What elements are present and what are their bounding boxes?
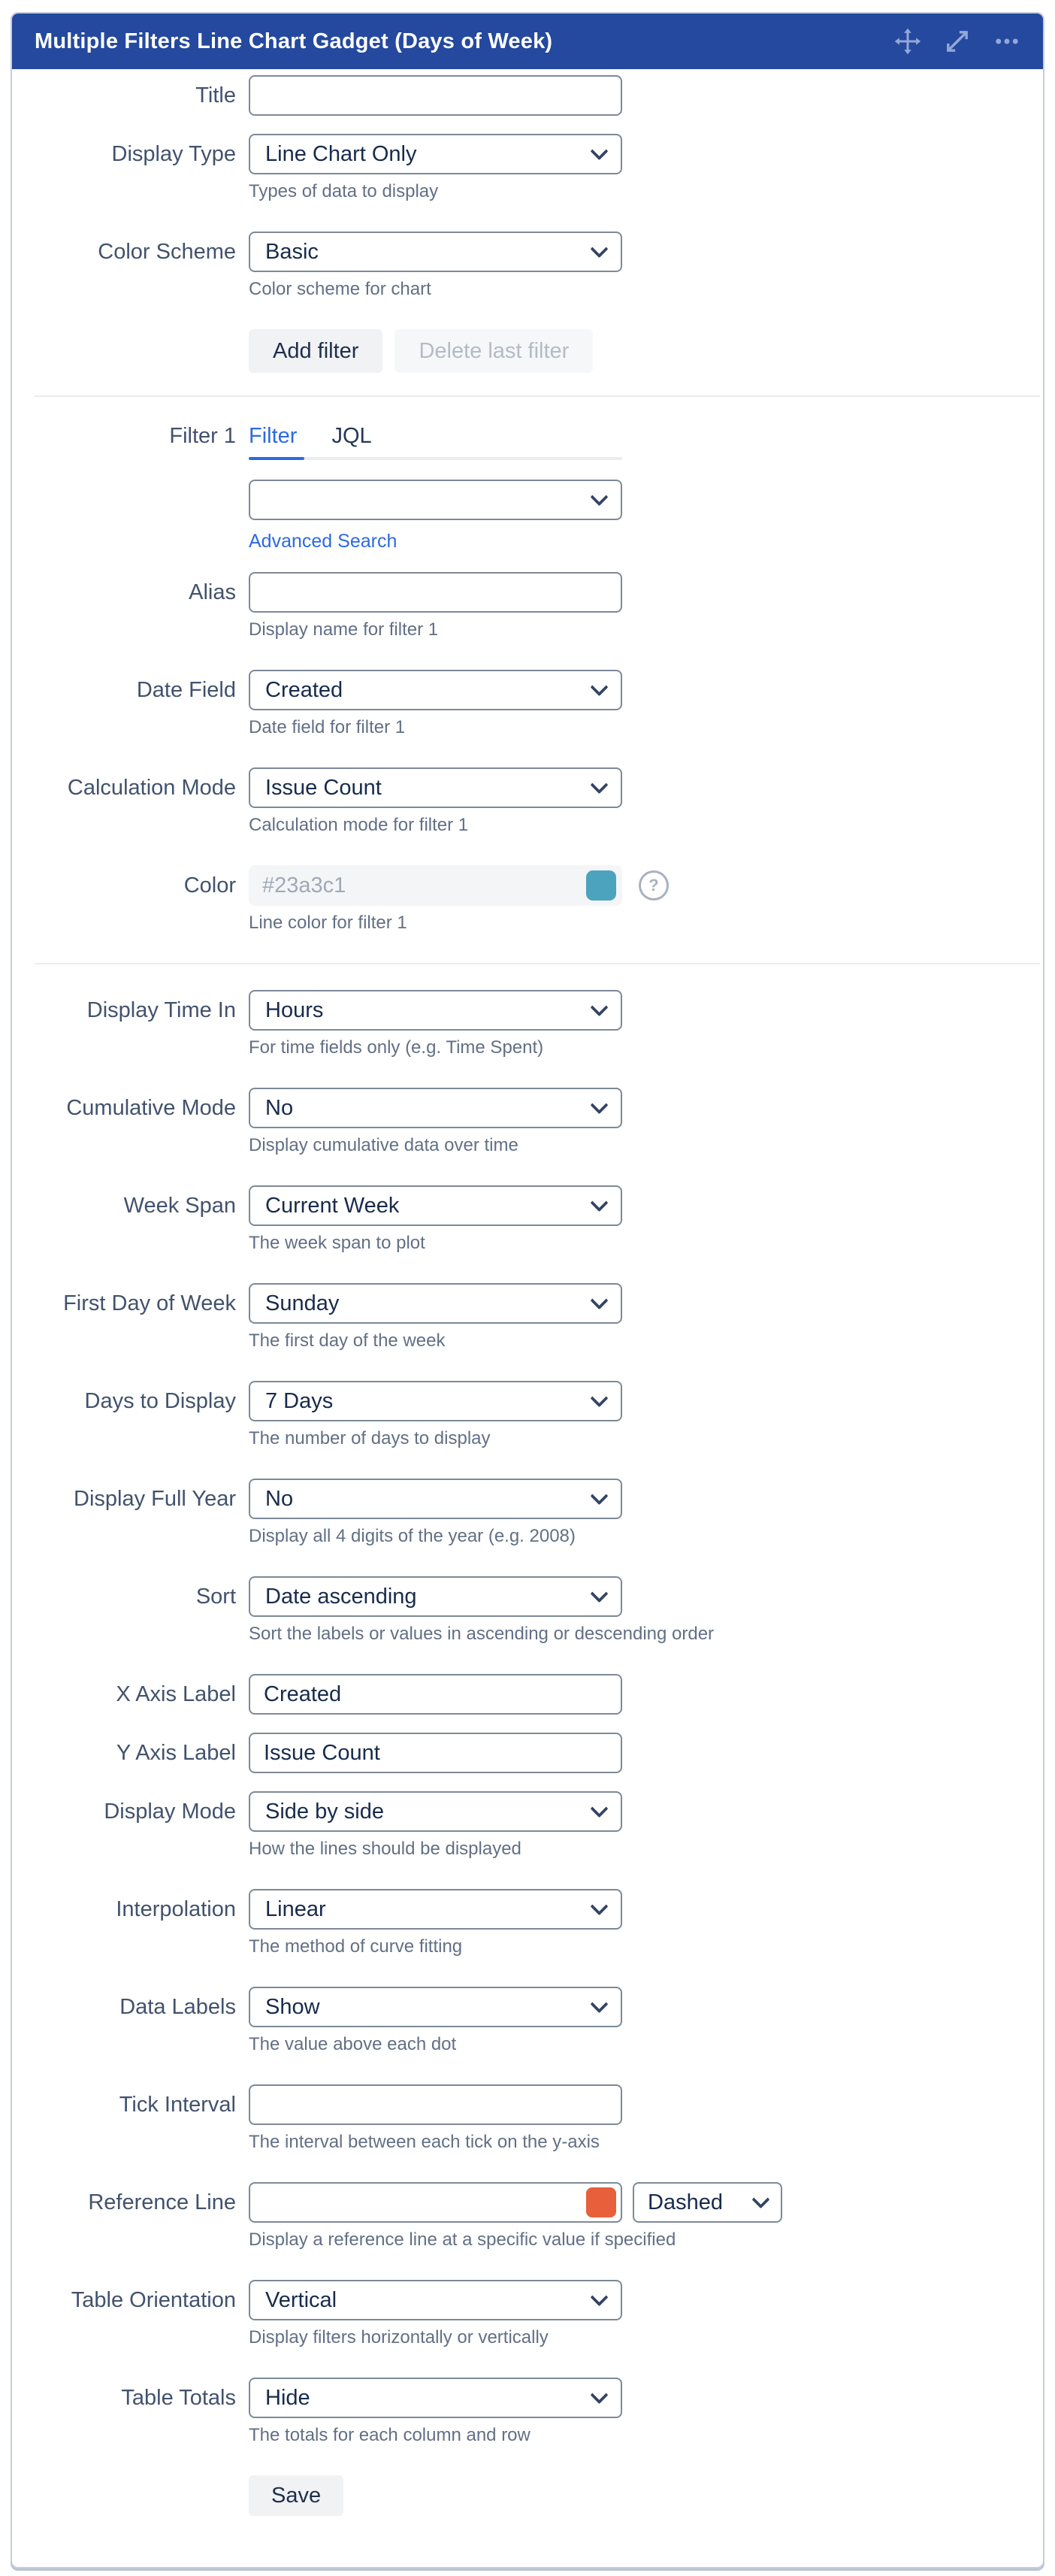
reference-line-input[interactable] (249, 2182, 622, 2223)
days-to-display-hint: The number of days to display (249, 1428, 491, 1448)
chevron-down-icon (590, 678, 608, 696)
color-swatch (586, 870, 616, 901)
display-type-select[interactable]: Line Chart Only (249, 134, 622, 174)
chevron-down-icon (590, 1487, 608, 1505)
gadget-header (12, 14, 1043, 69)
days-to-display-label: Days to Display (84, 1389, 236, 1413)
display-full-year-hint: Display all 4 digits of the year (e.g. 2008) (249, 1526, 576, 1546)
date-field-label: Date Field (136, 678, 236, 702)
sort-hint: Sort the labels or values in ascending or descending order (249, 1624, 715, 1644)
week-span-hint: The week span to plot (249, 1233, 425, 1253)
interpolation-select[interactable]: Linear (249, 1889, 622, 1930)
interpolation-hint: The method of curve fitting (249, 1936, 463, 1957)
display-time-in-label: Display Time In (86, 998, 236, 1022)
chevron-down-icon (590, 1897, 608, 1915)
chevron-down-icon (590, 488, 608, 506)
delete-last-filter-button[interactable]: Delete last filter (394, 329, 593, 373)
color-input[interactable] (249, 865, 622, 906)
header-icons (894, 28, 1020, 55)
display-mode-hint: How the lines should be displayed (249, 1839, 521, 1859)
interpolation-label: Interpolation (116, 1897, 236, 1921)
help-icon[interactable]: ? (639, 870, 669, 901)
display-mode-select[interactable]: Side by side (249, 1791, 622, 1832)
reference-line-hint: Display a reference line at a specific value if specified (249, 2229, 676, 2250)
title-label: Title (195, 83, 236, 107)
table-orientation-select[interactable]: Vertical (249, 2280, 622, 2320)
move-icon[interactable] (894, 28, 921, 55)
color-label: Color (183, 873, 236, 898)
display-type-label: Display Type (111, 142, 236, 166)
chevron-down-icon (590, 776, 608, 794)
gadget-title: Multiple Filters Line Chart Gadget (Days of Week) (35, 29, 553, 53)
days-to-display-select[interactable]: 7 Days (249, 1381, 622, 1421)
divider (35, 963, 1040, 964)
y-axis-label-input[interactable] (249, 1733, 622, 1773)
alias-label: Alias (189, 580, 236, 604)
alias-hint: Display name for filter 1 (249, 619, 439, 640)
chevron-down-icon (590, 1585, 608, 1603)
display-type-hint: Types of data to display (249, 181, 439, 201)
date-field-select[interactable]: Created (249, 670, 622, 710)
table-totals-select[interactable]: Hide (249, 2378, 622, 2418)
color-scheme-label: Color Scheme (98, 240, 236, 264)
display-full-year-select[interactable]: No (249, 1479, 622, 1519)
display-time-in-select[interactable]: Hours (249, 990, 622, 1031)
alias-input[interactable] (249, 572, 622, 613)
sort-label: Sort (195, 1585, 236, 1609)
table-totals-label: Table Totals (121, 2386, 236, 2410)
table-orientation-label: Table Orientation (71, 2288, 236, 2312)
cumulative-mode-hint: Display cumulative data over time (249, 1135, 518, 1155)
calculation-mode-select[interactable]: Issue Count (249, 767, 622, 808)
calculation-mode-hint: Calculation mode for filter 1 (249, 815, 469, 835)
sort-select[interactable]: Date ascending (249, 1576, 622, 1617)
divider (35, 395, 1040, 397)
display-full-year-label: Display Full Year (74, 1487, 236, 1511)
color-scheme-hint: Color scheme for chart (249, 279, 431, 299)
filter1-tabs (249, 422, 622, 450)
y-axis-label-label: Y Axis Label (116, 1741, 236, 1765)
gadget-panel (11, 12, 1044, 2568)
chevron-down-icon (590, 1800, 608, 1818)
tab-track (249, 457, 622, 460)
chevron-down-icon (590, 2288, 608, 2306)
chevron-down-icon (590, 1096, 608, 1114)
tick-interval-hint: The interval between each tick on the y-axis (249, 2132, 600, 2152)
display-time-in-hint: For time fields only (e.g. Time Spent) (249, 1037, 544, 1058)
title-input[interactable] (249, 75, 622, 116)
add-filter-button[interactable]: Add filter (249, 329, 382, 373)
chevron-down-icon (590, 1194, 608, 1212)
advanced-search-link[interactable]: Advanced Search (249, 531, 398, 552)
tab-filter[interactable]: Filter (249, 424, 298, 448)
color-hint: Line color for filter 1 (249, 913, 407, 933)
x-axis-label-label: X Axis Label (116, 1682, 236, 1706)
table-orientation-hint: Display filters horizontally or vertically (249, 2327, 549, 2347)
tick-interval-label: Tick Interval (119, 2093, 236, 2117)
table-totals-hint: The totals for each column and row (249, 2425, 531, 2445)
chevron-down-icon (590, 240, 608, 258)
expand-icon[interactable] (944, 28, 971, 55)
data-labels-label: Data Labels (119, 1995, 236, 2019)
first-day-of-week-hint: The first day of the week (249, 1330, 446, 1351)
tab-active-indicator (249, 457, 304, 460)
save-button[interactable]: Save (249, 2475, 343, 2516)
display-mode-label: Display Mode (104, 1800, 236, 1824)
chevron-down-icon (590, 998, 608, 1016)
reference-line-label: Reference Line (88, 2190, 236, 2214)
more-icon[interactable] (993, 28, 1020, 55)
first-day-of-week-select[interactable]: Sunday (249, 1283, 622, 1324)
date-field-hint: Date field for filter 1 (249, 717, 406, 737)
cumulative-mode-label: Cumulative Mode (66, 1096, 236, 1120)
filter1-filter-select[interactable] (249, 480, 622, 520)
tab-jql[interactable]: JQL (331, 424, 372, 448)
tick-interval-input[interactable] (249, 2084, 622, 2125)
week-span-label: Week Span (123, 1194, 236, 1218)
color-scheme-select[interactable]: Basic (249, 232, 622, 272)
chevron-down-icon (751, 2190, 769, 2208)
filter1-label: Filter 1 (169, 424, 236, 448)
calculation-mode-label: Calculation Mode (67, 776, 236, 800)
week-span-select[interactable]: Current Week (249, 1185, 622, 1226)
data-labels-select[interactable]: Show (249, 1987, 622, 2027)
cumulative-mode-select[interactable]: No (249, 1088, 622, 1128)
data-labels-hint: The value above each dot (249, 2034, 457, 2054)
chevron-down-icon (590, 1995, 608, 2013)
first-day-of-week-label: First Day of Week (63, 1291, 236, 1315)
reference-line-style-select[interactable]: Dashed (633, 2182, 782, 2223)
chevron-down-icon (590, 2386, 608, 2404)
chevron-down-icon (590, 142, 608, 160)
chevron-down-icon (590, 1291, 608, 1309)
x-axis-label-input[interactable] (249, 1674, 622, 1715)
gadget-config-form (12, 69, 1043, 2567)
chevron-down-icon (590, 1389, 608, 1407)
reference-line-swatch (586, 2187, 616, 2217)
